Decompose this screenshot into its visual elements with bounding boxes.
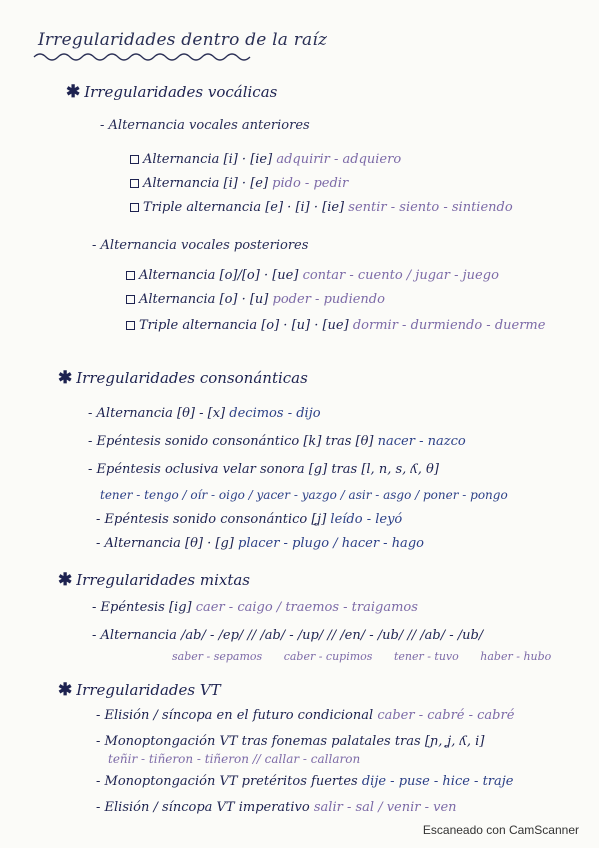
list-item: - Monoptongación VT tras fonemas palatales tras [ɲ, ʝ, ʎ, i] xyxy=(96,734,485,749)
checkbox-icon xyxy=(130,203,139,212)
checkbox-icon xyxy=(130,155,139,164)
alternancia-examples: saber - sepamos caber - cupimos tener - tuvo haber - hubo xyxy=(172,650,552,663)
list-item: - Elisión / síncopa VT imperativo salir - sal / venir - ven xyxy=(96,800,457,815)
section-heading-mixtas: ✱ Irregularidades mixtas xyxy=(58,570,251,590)
list-item: - Epéntesis oclusiva velar sonora [g] tras [l, n, s, ʎ, θ] xyxy=(88,462,439,477)
list-item-examples: teñir - tiñeron - tiñeron // callar - callaron xyxy=(108,752,361,766)
checkbox-icon xyxy=(126,295,135,304)
list-item: - Monoptongación VT pretéritos fuertes dije - puse - hice - traje xyxy=(96,774,514,789)
list-item: - Alternancia /ab/ - /ep/ // /ab/ - /up/ // /en/ - /ub/ // /ab/ - /ub/ xyxy=(92,628,484,643)
list-item: - Epéntesis sonido consonántico [k] tras [θ] nacer - nazco xyxy=(88,434,466,449)
list-item: - Epéntesis sonido consonántico [ʝ] leído - leyó xyxy=(96,512,403,527)
list-item-examples: tener - tengo / oír - oigo / yacer - yazgo / asir - asgo / poner - pongo xyxy=(100,488,508,502)
list-item: - Alternancia [θ] - [x] decimos - dijo xyxy=(88,406,321,421)
section-heading-vocalicas: ✱ Irregularidades vocálicas xyxy=(66,82,278,102)
subheading-posteriores: - Alternancia vocales posteriores xyxy=(92,238,309,253)
subheading-anteriores: - Alternancia vocales anteriores xyxy=(100,118,310,133)
checkbox-icon xyxy=(130,179,139,188)
list-item: Triple alternancia [e] · [i] · [ie] sentir - siento - sintiendo xyxy=(130,200,513,215)
list-item: Alternancia [o]/[o] · [ue] contar - cuento / jugar - juego xyxy=(126,268,499,283)
wavy-underline xyxy=(32,52,262,62)
checkbox-icon xyxy=(126,271,135,280)
list-item: - Epéntesis [ig] caer - caigo / traemos - traigamos xyxy=(92,600,418,615)
page-title: Irregularidades dentro de la raíz xyxy=(38,30,328,50)
section-heading-vt: ✱ Irregularidades VT xyxy=(58,680,221,700)
checkbox-icon xyxy=(126,321,135,330)
section-heading-consonanticas: ✱ Irregularidades consonánticas xyxy=(58,368,308,388)
scanner-watermark: Escaneado con CamScanner xyxy=(422,823,579,837)
asterisk-icon: ✱ xyxy=(58,368,73,388)
asterisk-icon: ✱ xyxy=(66,82,81,102)
list-item: - Alternancia [θ] · [g] placer - plugo / hacer - hago xyxy=(96,536,424,551)
asterisk-icon: ✱ xyxy=(58,570,73,590)
list-item: - Elisión / síncopa en el futuro condicional caber - cabré - cabré xyxy=(96,708,515,723)
list-item: Triple alternancia [o] · [u] · [ue] dormir - durmiendo - duerme xyxy=(126,318,545,333)
list-item: Alternancia [i] · [ie] adquirir - adquiero xyxy=(130,152,401,167)
list-item: Alternancia [i] · [e] pido - pedir xyxy=(130,176,348,191)
asterisk-icon: ✱ xyxy=(58,680,73,700)
list-item: Alternancia [o] · [u] poder - pudiendo xyxy=(126,292,385,307)
